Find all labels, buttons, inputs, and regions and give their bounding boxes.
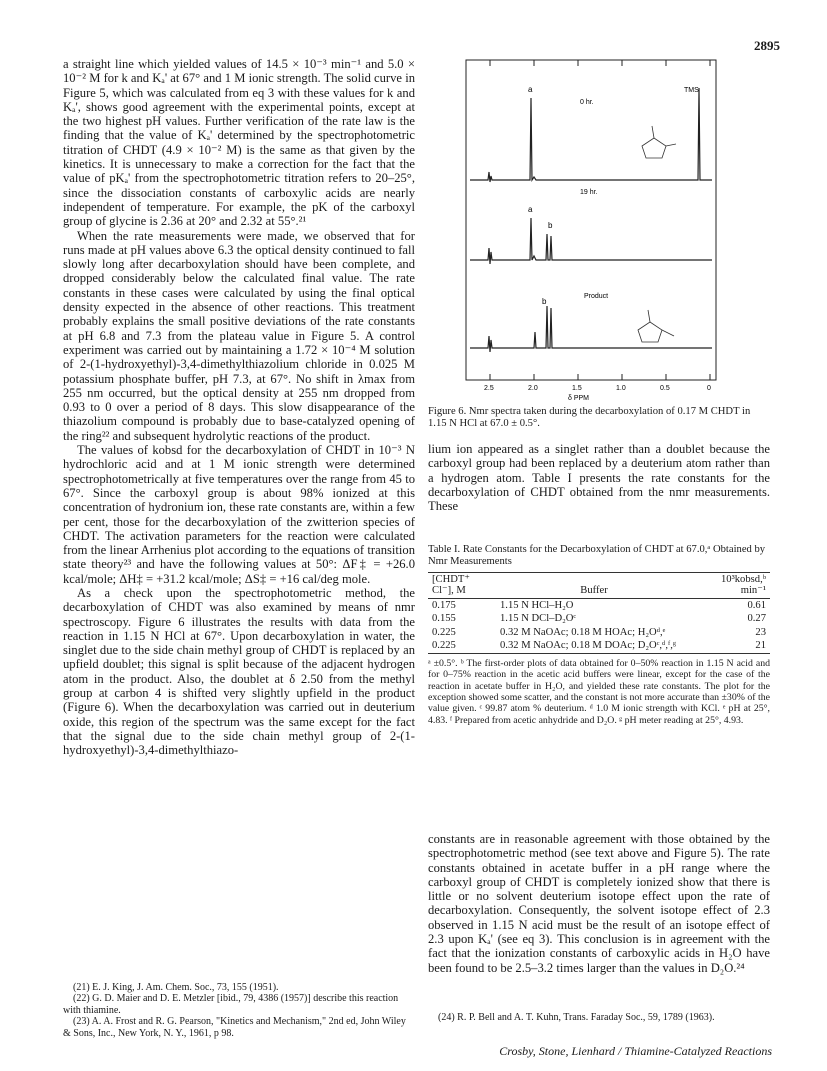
plot-frame [466,60,716,380]
paragraph: lium ion appeared as a singlet rather than a doublet because the carboxyl group had been replaced by a deuterium atom rather than a hydrogen atom. Table I presents the rate constants for the decarboxylation of CHDT obtained from the nmr measurements. These [428,442,770,514]
tick-label: 0 [707,385,711,392]
footnotes-left [63,982,415,1039]
right-column-bottom [428,832,770,975]
label-19hr: 19 hr. [580,189,598,196]
label-product: Product [584,293,609,300]
tick-label: 2.0 [528,385,538,392]
page-number: 2895 [754,38,780,53]
table-title: Table I. Rate Constants for the Decarboxylation of CHDT at 67.0,ᵃ Obtained by Nmr Measurements [428,544,766,568]
footnote: (22) G. D. Maier and D. E. Metzler [ibid., 79, 4386 (1957)] describe this reaction with thiamine. [63,993,399,1016]
paragraph: a straight line which yielded values of 14.5 × 10⁻³ min⁻¹ and 5.0 × 10⁻² M for k and Kₐ' at 67° and 1 M ionic strength. The solid curve in Figure 5, which was calculated from eq 3 with these values for k and Kₐ', shows good agreement with the experimental points, except at the two highest pH values. Further verification of the rate law is the finding that the value of Kₐ' determined by the spectrophotometric titration of CHDT (4.9 × 10⁻² M) is the same as that given by the kinetics. It is unnecessary to make a correction for the fact that the value of pKₐ' from the spectrophotometric titration refers to 20–25°, since the dissociation constants of carboxylic acids are nearly independent of temperature. For example, the pK of the carboxyl group of glycine is 2.36 at 20° and 2.32 at 55°.²¹ [63,57,415,229]
header-conc: [CHDT⁺ Cl⁻], M [432,573,470,597]
tick-label: 0.5 [660,385,670,392]
peak-label-a: a [528,85,533,94]
x-axis-label: δ PPM [568,395,590,402]
nmr-figure [462,58,720,403]
cell-k: 0.61 [747,599,766,611]
right-column-top [428,442,770,513]
peak-label-a-19: a [528,205,533,214]
rate-constants-table [428,572,770,654]
table-row [428,639,770,653]
spectrum-product [470,306,712,352]
left-column [63,57,415,758]
header-k: 10³kobsd,ᵇ min⁻¹ [720,573,766,597]
cell-buffer: 1.15 N HCl–H₂O [500,599,574,611]
cell-buffer: 0.32 M NaOAc; 0.18 M DOAc; D₂Oᶜ,ᵈ,ᶠ,ᵍ [500,640,677,652]
cell-conc: 0.225 [432,640,456,652]
tick-label: 2.5 [484,385,494,392]
peak-label-b-prod: b [542,297,547,306]
tick-label: 1.0 [616,385,626,392]
spectrum-19hr [470,218,712,264]
table-row [428,612,770,626]
cell-buffer: 0.32 M NaOAc; 0.18 M HOAc; H₂Oᵈ,ᵉ [500,626,666,638]
footnote: (24) R. P. Bell and A. T. Kuhn, Trans. Faraday Soc., 59, 1789 (1963). [438,1012,715,1023]
table-row [428,598,770,612]
structure-icon-2 [638,310,674,342]
label-tms: TMS [684,87,699,94]
footnote: (21) E. J. King, J. Am. Chem. Soc., 73, 155 (1951). [73,982,279,993]
paragraph: When the rate measurements were made, we observed that for runs made at pH values above 6.3 the optical density continued to fall slowly long after decarboxylation should have been complete, and dropped considerably below the calculated final value. The rate constants in these cases were calculated by using the final optical density expected in the absence of other reactions. This treatment probably explains the small positive deviations of the rate constants at pH 6.8 and 7.3 from the plateau value in Figure 5. A control experiment was carried out by maintaining a 1.72 × 10⁻⁴ M solution of 2-(1-hydroxyethyl)-3,4-dimethylthiazolium chloride in 0.025 M potassium phosphate buffer, pH 7.3, at 67°. No shift in λmax from 255 nm occurred, but the optical density at 255 nm dropped from 0.93 to 0 over a period of 8 days. This slow disappearance of the thiazolium compound is probably due to base-catalyzed opening of the ring²² and subsequent hydrolytic reactions of the product. [63,228,415,443]
footnotes-right [428,1012,770,1023]
header-buffer: Buffer [580,585,608,597]
table-1 [428,544,770,726]
table-row [428,626,770,640]
tick-label: 1.5 [572,385,582,392]
nmr-spectra-plot [462,58,720,403]
cell-conc: 0.225 [432,626,456,638]
footnote: (23) A. A. Frost and R. G. Pearson, "Kinetics and Mechanism," 2nd ed, John Wiley & Sons, Inc., New York, N. Y., 1961, p 98. [63,1016,406,1039]
paragraph: constants are in reasonable agreement with those obtained by the spectrophotometric method (see text above and Figure 5). The rate constants obtained in acetate buffer in a pH range where the carboxyl group of CHDT is completely ionized show that there is little or no solvent deuterium isotope effect upon the rate of decarboxylation. Consequently, the solvent isotope effect of 2.3 observed in 1.15 N acid must be the result of an isotope effect of 2.3 upon Kₐ' (see eq 3). This conclusion is in agreement with the fact that the ionization constants of carboxylic acids in H₂O have been found to be 2.5–3.2 times larger than the values in D₂O.²⁴ [428,832,770,975]
paragraph: As a check upon the spectrophotometric method, the decarboxylation of CHDT was also examined by means of nmr spectroscopy. Figure 6 illustrates the results with data from the reaction in 1.15 N HCl at 67°. Upon decarboxylation in water, the singlet due to the side chain methyl group of CHDT is replaced by an upfield doublet; this signal is split because of the adjacent hydrogen atom in the product. Also, the doublet at δ 2.50 from the methyl group at carbon 4 is shifted very slightly upfield in the product (Figure 6). When the decarboxylation was carried out in deuterium oxide, this region of the spectrum was the same except for the fact that the signal due to the side chain methyl group of 2-(1-hydroxyethyl)-3,4-dimethylthiazo- [63,585,415,758]
cell-conc: 0.155 [432,613,456,625]
cell-k: 0.27 [747,613,766,625]
table-footnote: ᵃ ±0.5°. ᵇ The first-order plots of data obtained for 0–50% reaction in 1.15 N acid and for 0–75% reaction in the acetic acid buffers were linear, except for the case of the reaction in acetate buffer in H₂O, and yielded these rate constants. The plot for the exception showed some scatter, and the constant is not more accurate than ±30% of the value given. ᶜ 99.87 atom % deuterium. ᵈ 1.0 M ionic strength with KCl. ᵉ pH at 25°, 4.83. ᶠ Prepared from acetic anhydride and D₂O. ᵍ pH meter reading at 25°, 4.93. [428,657,770,726]
cell-conc: 0.175 [432,599,456,611]
cell-buffer: 1.15 N DCl–D₂Oᶜ [500,613,577,625]
figure-caption: Figure 6. Nmr spectra taken during the decarboxylation of 0.17 M CHDT in 1.15 N HCl at 67.0 ± 0.5°. [428,406,751,430]
peak-label-b-19: b [548,221,553,230]
cell-k: 21 [755,640,766,652]
paragraph: The values of kobsd for the decarboxylation of CHDT in 10⁻³ N hydrochloric acid and at 1 M ionic strength were determined spectrophotometrically at five temperatures over the range from 45 to 67°. Since the carboxyl group is about 98% ionized at this concentration of hydronium ion, these rate constants are, within a few per cent, those for the decarboxylation of the zwitterion species of CHDT. The activation parameters for the reaction were calculated from the linear Arrhenius plot according to the equations of transition state theory²³ and have the following values at 50°: ΔF‡ = +26.0 kcal/mole; ΔH‡ = +31.2 kcal/mole; ΔS‡ = +16 cal/deg mole. [63,443,415,586]
label-0hr: 0 hr. [580,99,594,106]
running-footer: Crosby, Stone, Lienhard / Thiamine-Catalyzed Reactions [499,1044,772,1058]
structure-icon-1 [642,126,676,158]
cell-k: 23 [755,626,766,638]
